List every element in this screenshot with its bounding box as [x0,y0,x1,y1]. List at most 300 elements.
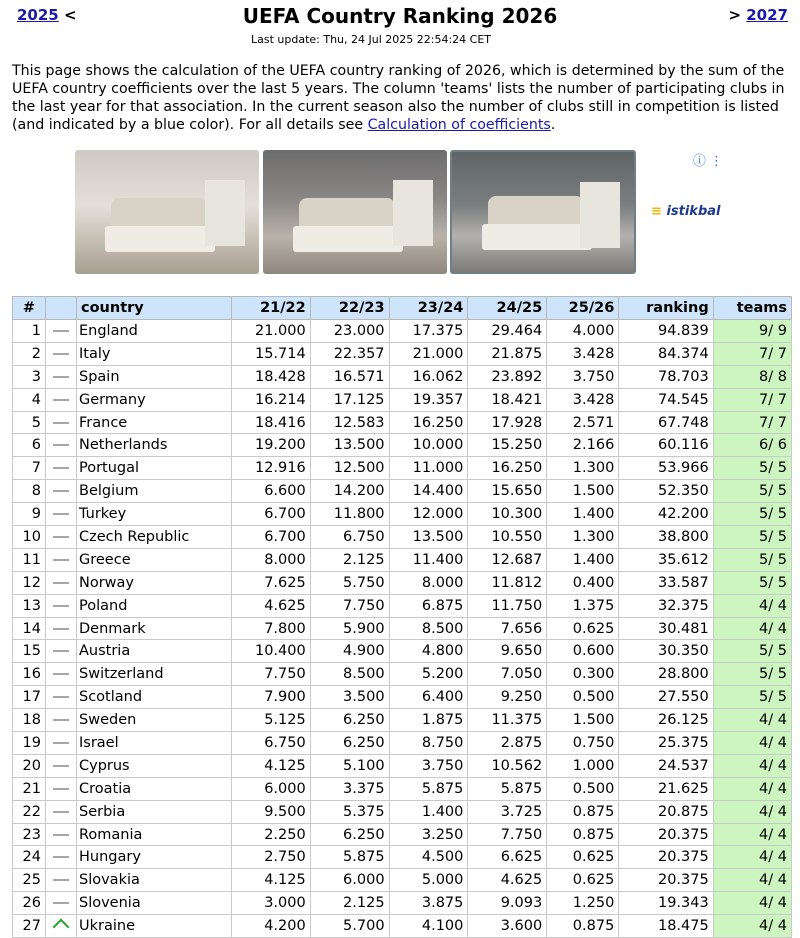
next-year-symbol: > [728,6,742,24]
trend-same-icon [53,673,69,675]
season-y3-cell: 3.875 [389,892,468,915]
teams-cell: 5/ 5 [713,480,791,503]
season-y1-cell: 10.400 [231,640,310,663]
season-y4-cell: 7.656 [468,617,547,640]
season-y1-cell: 4.200 [231,915,310,938]
trend-cell [46,892,77,915]
season-y1-cell: 4.125 [231,869,310,892]
season-y3-cell: 16.250 [389,411,468,434]
table-row [13,777,792,800]
trend-cell [46,663,77,686]
season-y1-cell: 6.750 [231,732,310,755]
teams-cell: 5/ 5 [713,571,791,594]
trend-cell [46,480,77,503]
teams-cell: 4/ 4 [713,617,791,640]
season-y5-cell: 0.625 [547,869,619,892]
season-y3-cell: 21.000 [389,342,468,365]
ad-wardrobe [205,180,245,246]
rank-cell: 1 [13,320,46,343]
season-y5-cell: 1.400 [547,548,619,571]
next-year-link[interactable]: 2027 [746,6,788,24]
ranking-table [12,296,792,938]
rank-cell: 2 [13,342,46,365]
trend-same-icon [53,467,69,469]
country-cell: Greece [77,548,232,571]
season-y4-cell: 11.375 [468,709,547,732]
table-header-row [13,297,792,320]
season-y2-cell: 6.000 [310,869,389,892]
trend-cell [46,869,77,892]
season-y4-cell: 3.725 [468,800,547,823]
season-y5-cell: 1.000 [547,754,619,777]
season-y1-cell: 18.416 [231,411,310,434]
season-y3-cell: 6.875 [389,594,468,617]
table-row [13,594,792,617]
ranking-cell: 67.748 [619,411,713,434]
ad-brand-name: istikbal [666,204,721,219]
season-y4-cell: 12.687 [468,548,547,571]
trend-cell [46,365,77,388]
season-y3-cell: 16.062 [389,365,468,388]
ranking-cell: 53.966 [619,457,713,480]
season-y5-cell: 0.600 [547,640,619,663]
season-y5-cell: 0.300 [547,663,619,686]
ranking-cell: 42.200 [619,503,713,526]
season-y1-cell: 6.700 [231,526,310,549]
trend-cell [46,732,77,755]
trend-same-icon [53,788,69,790]
advertisement-banner[interactable] [73,148,733,278]
trend-cell [46,457,77,480]
teams-cell: 5/ 5 [713,526,791,549]
teams-cell: 5/ 5 [713,663,791,686]
season-y2-cell: 14.200 [310,480,389,503]
season-y1-cell: 7.625 [231,571,310,594]
season-y2-cell: 2.125 [310,548,389,571]
teams-cell: 4/ 4 [713,732,791,755]
teams-cell: 8/ 8 [713,365,791,388]
ranking-cell: 33.587 [619,571,713,594]
trend-same-icon [53,696,69,698]
season-y1-cell: 4.625 [231,594,310,617]
season-y2-cell: 5.875 [310,846,389,869]
ad-bed [482,224,592,250]
country-cell: Israel [77,732,232,755]
country-cell: Switzerland [77,663,232,686]
season-y4-cell: 3.600 [468,915,547,938]
ranking-cell: 19.343 [619,892,713,915]
ranking-cell: 30.350 [619,640,713,663]
season-y5-cell: 0.875 [547,800,619,823]
season-y4-cell: 4.625 [468,869,547,892]
season-y5-cell: 3.428 [547,342,619,365]
col-header-ranking: ranking [619,297,713,320]
teams-cell: 4/ 4 [713,823,791,846]
trend-same-icon [53,856,69,858]
rank-cell: 14 [13,617,46,640]
trend-same-icon [53,559,69,561]
country-cell: Serbia [77,800,232,823]
season-y1-cell: 9.500 [231,800,310,823]
rank-cell: 23 [13,823,46,846]
ranking-cell: 30.481 [619,617,713,640]
info-icon[interactable]: ⓘ ⋮ [692,154,723,169]
season-y1-cell: 5.125 [231,709,310,732]
col-header-trend [46,297,77,320]
coefficients-link[interactable]: Calculation of coefficients [367,117,551,133]
season-y5-cell: 0.500 [547,686,619,709]
col-header-teams: teams [713,297,791,320]
season-y5-cell: 0.875 [547,823,619,846]
ad-headboard [299,198,395,228]
ranking-table-body [13,320,792,938]
ad-wardrobe [393,180,433,246]
table-row [13,388,792,411]
trend-cell [46,526,77,549]
ranking-cell: 25.375 [619,732,713,755]
rank-cell: 12 [13,571,46,594]
season-y3-cell: 10.000 [389,434,468,457]
teams-cell: 4/ 4 [713,892,791,915]
country-cell: Hungary [77,846,232,869]
country-cell: Turkey [77,503,232,526]
season-y2-cell: 23.000 [310,320,389,343]
trend-same-icon [53,399,69,401]
season-y4-cell: 5.875 [468,777,547,800]
teams-cell: 4/ 4 [713,709,791,732]
trend-same-icon [53,834,69,836]
country-cell: Spain [77,365,232,388]
season-y1-cell: 7.750 [231,663,310,686]
trend-cell [46,823,77,846]
season-y3-cell: 8.750 [389,732,468,755]
season-y3-cell: 11.000 [389,457,468,480]
trend-same-icon [53,742,69,744]
rank-cell: 25 [13,869,46,892]
season-y5-cell: 1.300 [547,526,619,549]
rank-cell: 10 [13,526,46,549]
season-y4-cell: 2.875 [468,732,547,755]
country-cell: Belgium [77,480,232,503]
table-row [13,434,792,457]
trend-same-icon [53,422,69,424]
rank-cell: 18 [13,709,46,732]
country-cell: Italy [77,342,232,365]
season-y3-cell: 12.000 [389,503,468,526]
ranking-cell: 24.537 [619,754,713,777]
ranking-cell: 28.800 [619,663,713,686]
season-y5-cell: 1.375 [547,594,619,617]
season-y3-cell: 8.500 [389,617,468,640]
ad-brand-logo[interactable]: ≡ istikbal [651,204,721,219]
ranking-cell: 21.625 [619,777,713,800]
ad-headboard [488,196,584,226]
season-y4-cell: 10.300 [468,503,547,526]
season-y5-cell: 4.000 [547,320,619,343]
trend-same-icon [53,513,69,515]
ranking-cell: 38.800 [619,526,713,549]
rank-cell: 27 [13,915,46,938]
ranking-cell: 20.875 [619,800,713,823]
trend-cell [46,548,77,571]
season-y1-cell: 21.000 [231,320,310,343]
teams-cell: 7/ 7 [713,342,791,365]
teams-cell: 6/ 6 [713,434,791,457]
season-y2-cell: 11.800 [310,503,389,526]
last-update: Last update: Thu, 24 Jul 2025 22:54:24 CET [250,33,492,46]
season-y4-cell: 7.050 [468,663,547,686]
country-cell: Norway [77,571,232,594]
trend-up-icon [53,919,70,936]
season-y4-cell: 9.093 [468,892,547,915]
rank-cell: 8 [13,480,46,503]
ranking-cell: 94.839 [619,320,713,343]
season-y2-cell: 6.250 [310,823,389,846]
season-y4-cell: 17.928 [468,411,547,434]
trend-cell [46,411,77,434]
ad-bedroom-image-2[interactable] [263,150,447,274]
season-y4-cell: 11.750 [468,594,547,617]
country-cell: France [77,411,232,434]
trend-same-icon [53,490,69,492]
season-y5-cell: 0.400 [547,571,619,594]
trend-cell [46,388,77,411]
season-y5-cell: 2.166 [547,434,619,457]
trend-same-icon [53,719,69,721]
season-y5-cell: 1.500 [547,480,619,503]
rank-cell: 13 [13,594,46,617]
season-y1-cell: 16.214 [231,388,310,411]
season-y2-cell: 4.900 [310,640,389,663]
ad-bedroom-image-3[interactable] [450,150,636,274]
trend-same-icon [53,902,69,904]
trend-cell [46,777,77,800]
rank-cell: 15 [13,640,46,663]
teams-cell: 4/ 4 [713,777,791,800]
ad-wardrobe [580,182,620,248]
season-y1-cell: 6.700 [231,503,310,526]
season-y5-cell: 1.250 [547,892,619,915]
season-y3-cell: 1.875 [389,709,468,732]
table-row [13,342,792,365]
trend-cell [46,754,77,777]
table-row [13,663,792,686]
table-row [13,548,792,571]
trend-cell [46,640,77,663]
season-y3-cell: 5.200 [389,663,468,686]
season-y3-cell: 13.500 [389,526,468,549]
col-header-y2: 22/23 [310,297,389,320]
season-y1-cell: 8.000 [231,548,310,571]
season-y3-cell: 8.000 [389,571,468,594]
table-row [13,892,792,915]
season-y3-cell: 17.375 [389,320,468,343]
season-y3-cell: 4.100 [389,915,468,938]
season-y2-cell: 3.500 [310,686,389,709]
season-y2-cell: 13.500 [310,434,389,457]
trend-same-icon [53,330,69,332]
teams-cell: 4/ 4 [713,869,791,892]
season-y2-cell: 8.500 [310,663,389,686]
season-y5-cell: 0.875 [547,915,619,938]
trend-cell [46,594,77,617]
col-header-y1: 21/22 [231,297,310,320]
season-y1-cell: 3.000 [231,892,310,915]
col-header-y4: 24/25 [468,297,547,320]
season-y4-cell: 7.750 [468,823,547,846]
trend-cell [46,342,77,365]
season-y2-cell: 6.250 [310,732,389,755]
season-y5-cell: 0.750 [547,732,619,755]
season-y4-cell: 11.812 [468,571,547,594]
rank-cell: 26 [13,892,46,915]
intro-text: This page shows the calculation of the UEFA country ranking of 2026, which is determined by the sum of the UEFA country coefficients over the last 5 years. The column 'teams' lists the number of participating clubs in the last year for that association. In the current season also the number of clubs still in competition is listed (and indicated by a blue color). For all details see [12,63,785,133]
rank-cell: 24 [13,846,46,869]
season-y2-cell: 5.750 [310,571,389,594]
season-y4-cell: 10.550 [468,526,547,549]
table-row [13,869,792,892]
rank-cell: 7 [13,457,46,480]
ranking-cell: 18.475 [619,915,713,938]
season-y2-cell: 17.125 [310,388,389,411]
teams-cell: 5/ 5 [713,503,791,526]
country-cell: Ukraine [77,915,232,938]
trend-cell [46,503,77,526]
ranking-cell: 74.545 [619,388,713,411]
season-y3-cell: 1.400 [389,800,468,823]
season-y4-cell: 15.250 [468,434,547,457]
season-y4-cell: 9.650 [468,640,547,663]
ranking-cell: 26.125 [619,709,713,732]
trend-cell [46,617,77,640]
season-y4-cell: 29.464 [468,320,547,343]
country-cell: Netherlands [77,434,232,457]
season-y2-cell: 5.900 [310,617,389,640]
table-row [13,503,792,526]
country-cell: Austria [77,640,232,663]
rank-cell: 9 [13,503,46,526]
ranking-cell: 35.612 [619,548,713,571]
season-y3-cell: 5.875 [389,777,468,800]
season-y5-cell: 0.625 [547,846,619,869]
country-cell: Slovenia [77,892,232,915]
table-row [13,709,792,732]
rank-cell: 6 [13,434,46,457]
trend-same-icon [53,650,69,652]
season-y3-cell: 14.400 [389,480,468,503]
rank-cell: 3 [13,365,46,388]
season-y1-cell: 7.900 [231,686,310,709]
season-y5-cell: 1.500 [547,709,619,732]
trend-cell [46,846,77,869]
ranking-cell: 52.350 [619,480,713,503]
season-y3-cell: 11.400 [389,548,468,571]
country-cell: Scotland [77,686,232,709]
table-row [13,617,792,640]
ranking-cell: 20.375 [619,823,713,846]
intro-end: . [550,117,556,133]
col-header-rank: # [13,297,46,320]
season-y5-cell: 3.750 [547,365,619,388]
rank-cell: 5 [13,411,46,434]
trend-cell [46,434,77,457]
season-y1-cell: 15.714 [231,342,310,365]
trend-cell [46,571,77,594]
teams-cell: 5/ 5 [713,548,791,571]
season-y5-cell: 1.300 [547,457,619,480]
page-title: UEFA Country Ranking 2026 [242,4,558,28]
ad-bedroom-image-1[interactable] [75,150,259,274]
teams-cell: 5/ 5 [713,686,791,709]
rank-cell: 17 [13,686,46,709]
trend-same-icon [53,765,69,767]
teams-cell: 7/ 7 [713,411,791,434]
rank-cell: 20 [13,754,46,777]
country-cell: Germany [77,388,232,411]
prev-year-symbol: < [63,6,77,24]
season-y2-cell: 6.250 [310,709,389,732]
table-row [13,457,792,480]
ad-bed [293,226,403,252]
country-cell: Czech Republic [77,526,232,549]
season-y4-cell: 23.892 [468,365,547,388]
country-cell: Portugal [77,457,232,480]
prev-year-link[interactable]: 2025 [17,6,59,24]
country-cell: Slovakia [77,869,232,892]
season-y4-cell: 10.562 [468,754,547,777]
season-y1-cell: 6.000 [231,777,310,800]
season-y3-cell: 4.800 [389,640,468,663]
teams-cell: 4/ 4 [713,594,791,617]
season-y1-cell: 2.250 [231,823,310,846]
ad-bed [105,226,215,252]
season-y2-cell: 5.700 [310,915,389,938]
table-row [13,915,792,938]
country-cell: Romania [77,823,232,846]
table-row [13,320,792,343]
country-cell: Denmark [77,617,232,640]
rank-cell: 11 [13,548,46,571]
rank-cell: 22 [13,800,46,823]
table-row [13,571,792,594]
teams-cell: 4/ 4 [713,846,791,869]
season-y3-cell: 3.250 [389,823,468,846]
trend-same-icon [53,879,69,881]
table-row [13,640,792,663]
rank-cell: 19 [13,732,46,755]
table-row [13,800,792,823]
rank-cell: 21 [13,777,46,800]
trend-cell [46,915,77,938]
table-row [13,686,792,709]
col-header-y3: 23/24 [389,297,468,320]
season-y2-cell: 7.750 [310,594,389,617]
rank-cell: 4 [13,388,46,411]
table-row [13,846,792,869]
table-row [13,754,792,777]
teams-cell: 5/ 5 [713,457,791,480]
trend-same-icon [53,582,69,584]
season-y1-cell: 12.916 [231,457,310,480]
teams-cell: 5/ 5 [713,640,791,663]
country-cell: Sweden [77,709,232,732]
table-row [13,365,792,388]
trend-same-icon [53,605,69,607]
season-y4-cell: 9.250 [468,686,547,709]
table-row [13,480,792,503]
trend-same-icon [53,811,69,813]
trend-cell [46,686,77,709]
